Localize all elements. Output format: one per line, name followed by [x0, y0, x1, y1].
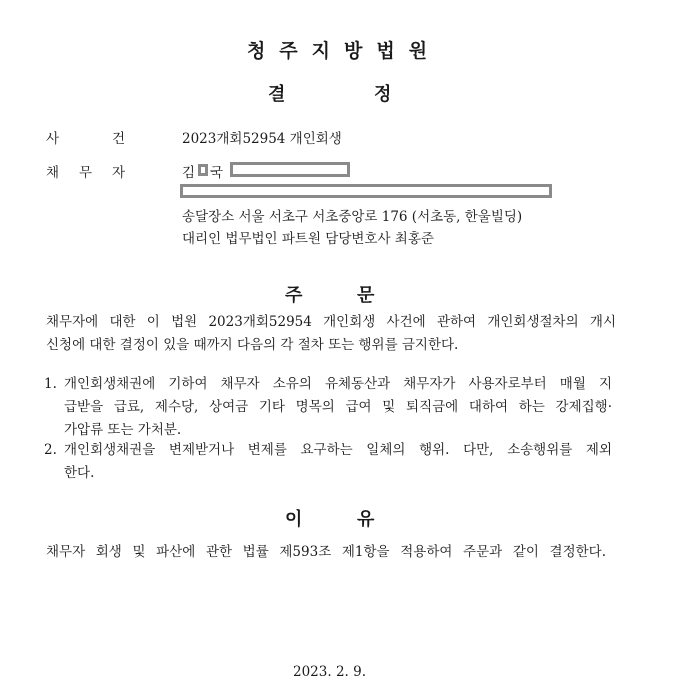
doc-type-char-1: 결: [268, 84, 286, 105]
reason-heading-char-2: 유: [357, 509, 375, 530]
debtor-label-char-1: 채: [46, 165, 60, 181]
debtor-address-redaction: [180, 184, 552, 198]
debtor-name-prefix: 김: [182, 165, 196, 181]
case-label-char-1: 사: [46, 131, 60, 147]
debtor-id-redaction: [230, 162, 350, 177]
item-2-text: [64, 439, 612, 485]
case-number: 2023개회52954 개인회생: [182, 131, 342, 147]
order-paragraph-line-2: 신청에 대한 결정이 있을 때까지 다음의 각 절차 또는 행위를 금지한다.: [46, 337, 459, 353]
court-name: 청주지방법원: [246, 40, 442, 62]
service-address: 송달장소 서울 서초구 서초중앙로 176 (서초동, 한울빌딩): [182, 209, 523, 225]
reason-text: 채무자 회생 및 파산에 관한 법률 제593조 제1항을 적용하여 주문과 같이 결정한다.: [46, 544, 606, 560]
item-1-line-3: 가압류 또는 가처분.: [64, 422, 182, 438]
item-1-number: 1.: [44, 376, 57, 392]
debtor-label-char-3: 자: [112, 165, 126, 181]
debtor-name-redaction: [198, 164, 208, 176]
doc-type-char-2: 정: [374, 84, 392, 105]
order-paragraph: [46, 311, 616, 357]
item-2-line-2: 한다.: [64, 465, 95, 481]
item-1-line-1: 개인회생채권에 기하여 채무자 소유의 유체동산과 채무자가 사용자로부터 매월 지: [64, 376, 612, 392]
debtor-name-suffix: 국: [210, 165, 224, 181]
order-heading-char-1: 주: [285, 285, 303, 306]
legal-agent: 대리인 법무법인 파트원 담당변호사 최홍준: [182, 231, 434, 247]
debtor-label-char-2: 무: [79, 165, 93, 181]
decision-date: 2023. 2. 9.: [293, 664, 366, 680]
item-2-line-1: 개인회생채권을 변제받거나 변제를 요구하는 일체의 행위. 다만, 소송행위를 제외: [64, 442, 612, 458]
order-paragraph-line-1: 채무자에 대한 이 법원 2023개회52954 개인회생 사건에 관하여 개인회생절차의 개시: [46, 314, 616, 330]
item-2-number: 2.: [44, 442, 57, 458]
reason-heading-char-1: 이: [285, 509, 303, 530]
item-1-text: [64, 373, 612, 442]
case-label-char-2: 건: [112, 131, 126, 147]
order-heading-char-2: 문: [357, 285, 375, 306]
item-1-line-2: 급받을 급료, 제수당, 상여금 기타 명목의 급여 및 퇴직금에 대하여 하는 강제집행·: [64, 399, 612, 415]
